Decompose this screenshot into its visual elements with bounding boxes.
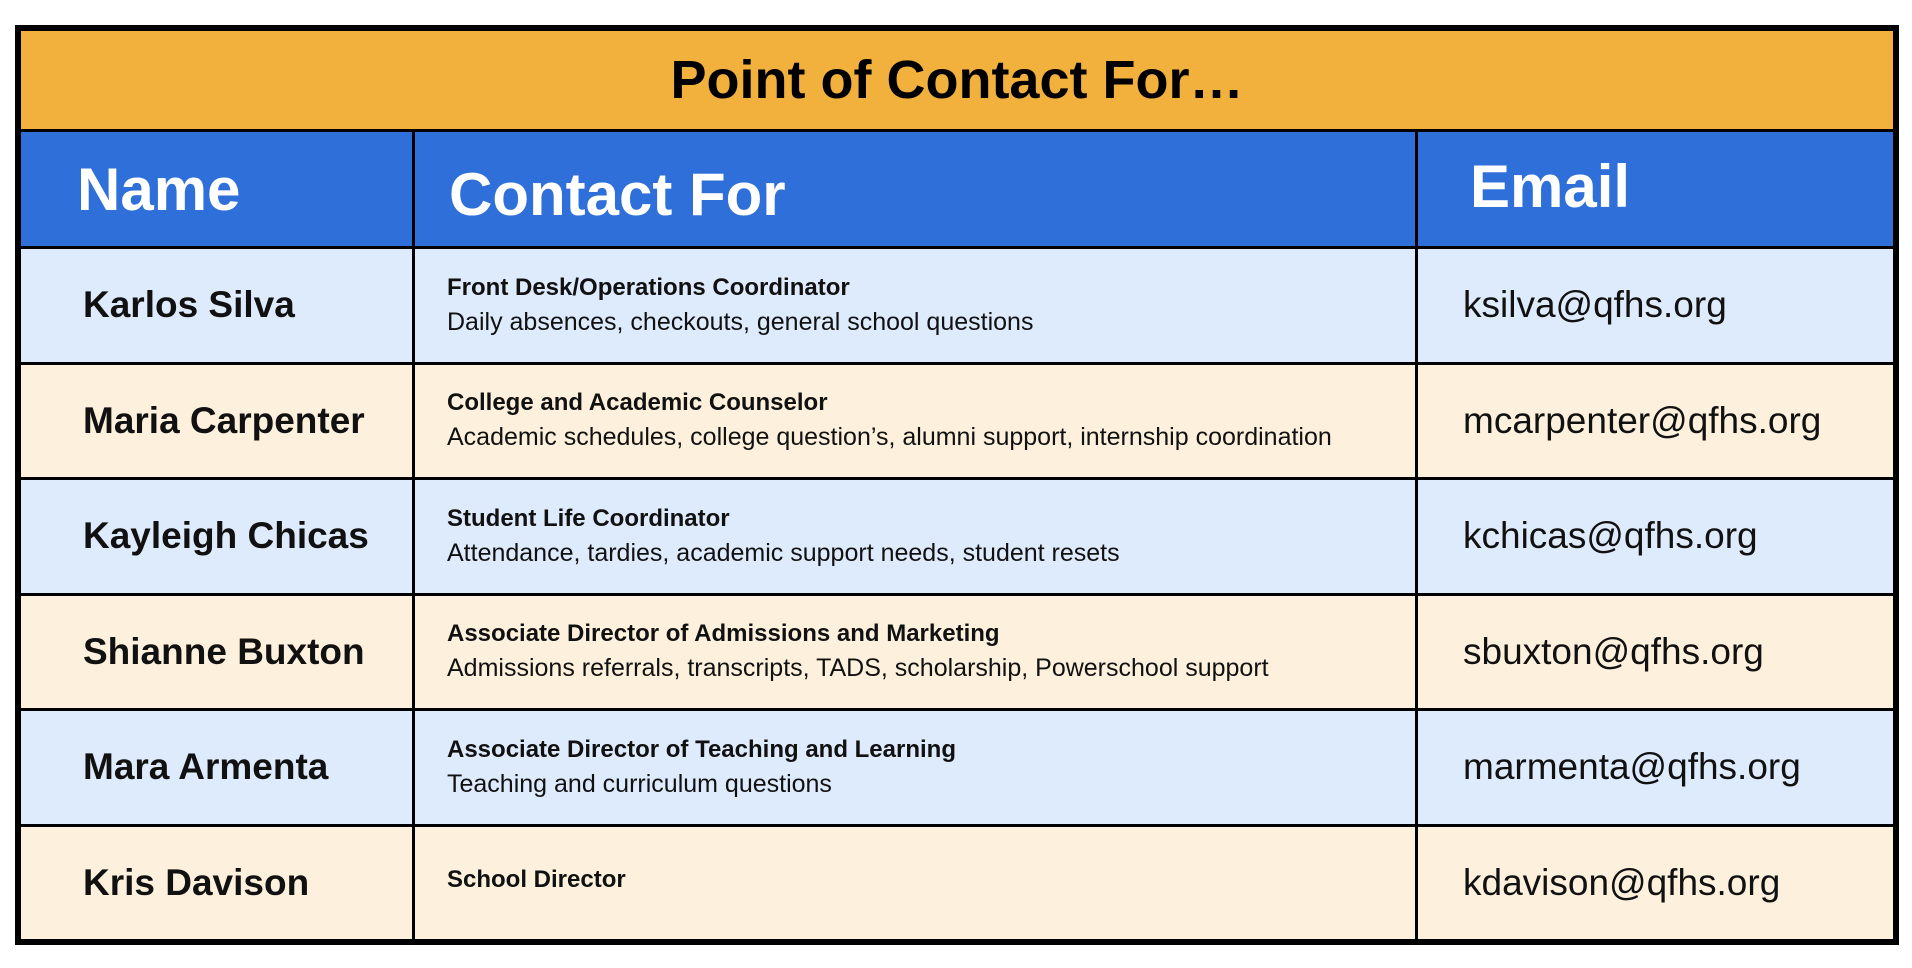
table-row-contact bbox=[415, 365, 1415, 478]
table-title: Point of Contact For… bbox=[670, 50, 1244, 110]
table-row-contact bbox=[415, 249, 1415, 362]
column-header-contact-for: Contact For bbox=[415, 132, 1415, 246]
column-header-name: Name bbox=[21, 132, 412, 246]
contact-role: Front Desk/Operations Coordinator bbox=[447, 273, 850, 301]
contact-description: Attendance, tardies, academic support needs, student resets bbox=[447, 538, 1120, 567]
table-row-email[interactable]: sbuxton@qfhs.org bbox=[1418, 596, 1893, 709]
contact-role: Associate Director of Teaching and Learning bbox=[447, 735, 956, 763]
table-row-contact bbox=[415, 711, 1415, 824]
table-row-contact bbox=[415, 596, 1415, 709]
table-row-email[interactable]: kchicas@qfhs.org bbox=[1418, 480, 1893, 593]
table-row-name: Shianne Buxton bbox=[21, 596, 412, 709]
contact-table bbox=[15, 25, 1899, 945]
contact-role: School Director bbox=[447, 865, 626, 893]
table-row-name: Kayleigh Chicas bbox=[21, 480, 412, 593]
table-row-email[interactable]: marmenta@qfhs.org bbox=[1418, 711, 1893, 824]
table-row-email[interactable]: mcarpenter@qfhs.org bbox=[1418, 365, 1893, 478]
table-title-bar bbox=[21, 31, 1893, 129]
contact-description: Academic schedules, college question’s, alumni support, internship coordination bbox=[447, 423, 1332, 452]
table-row-name: Maria Carpenter bbox=[21, 365, 412, 478]
table-row-name: Mara Armenta bbox=[21, 711, 412, 824]
table-row-contact bbox=[415, 480, 1415, 593]
table-row-email[interactable]: kdavison@qfhs.org bbox=[1418, 827, 1893, 940]
contact-description: Admissions referrals, transcripts, TADS, scholarship, Powerschool support bbox=[447, 654, 1269, 683]
table-row-email[interactable]: ksilva@qfhs.org bbox=[1418, 249, 1893, 362]
contact-role: College and Academic Counselor bbox=[447, 389, 828, 417]
column-header-email: Email bbox=[1418, 132, 1893, 246]
contact-description: Teaching and curriculum questions bbox=[447, 769, 832, 798]
table-row-name: Karlos Silva bbox=[21, 249, 412, 362]
table-row-name: Kris Davison bbox=[21, 827, 412, 940]
contact-role: Associate Director of Admissions and Marketing bbox=[447, 620, 1000, 648]
contact-role: Student Life Coordinator bbox=[447, 504, 730, 532]
table-row-contact bbox=[415, 827, 1415, 940]
contact-description: Daily absences, checkouts, general school questions bbox=[447, 307, 1034, 336]
